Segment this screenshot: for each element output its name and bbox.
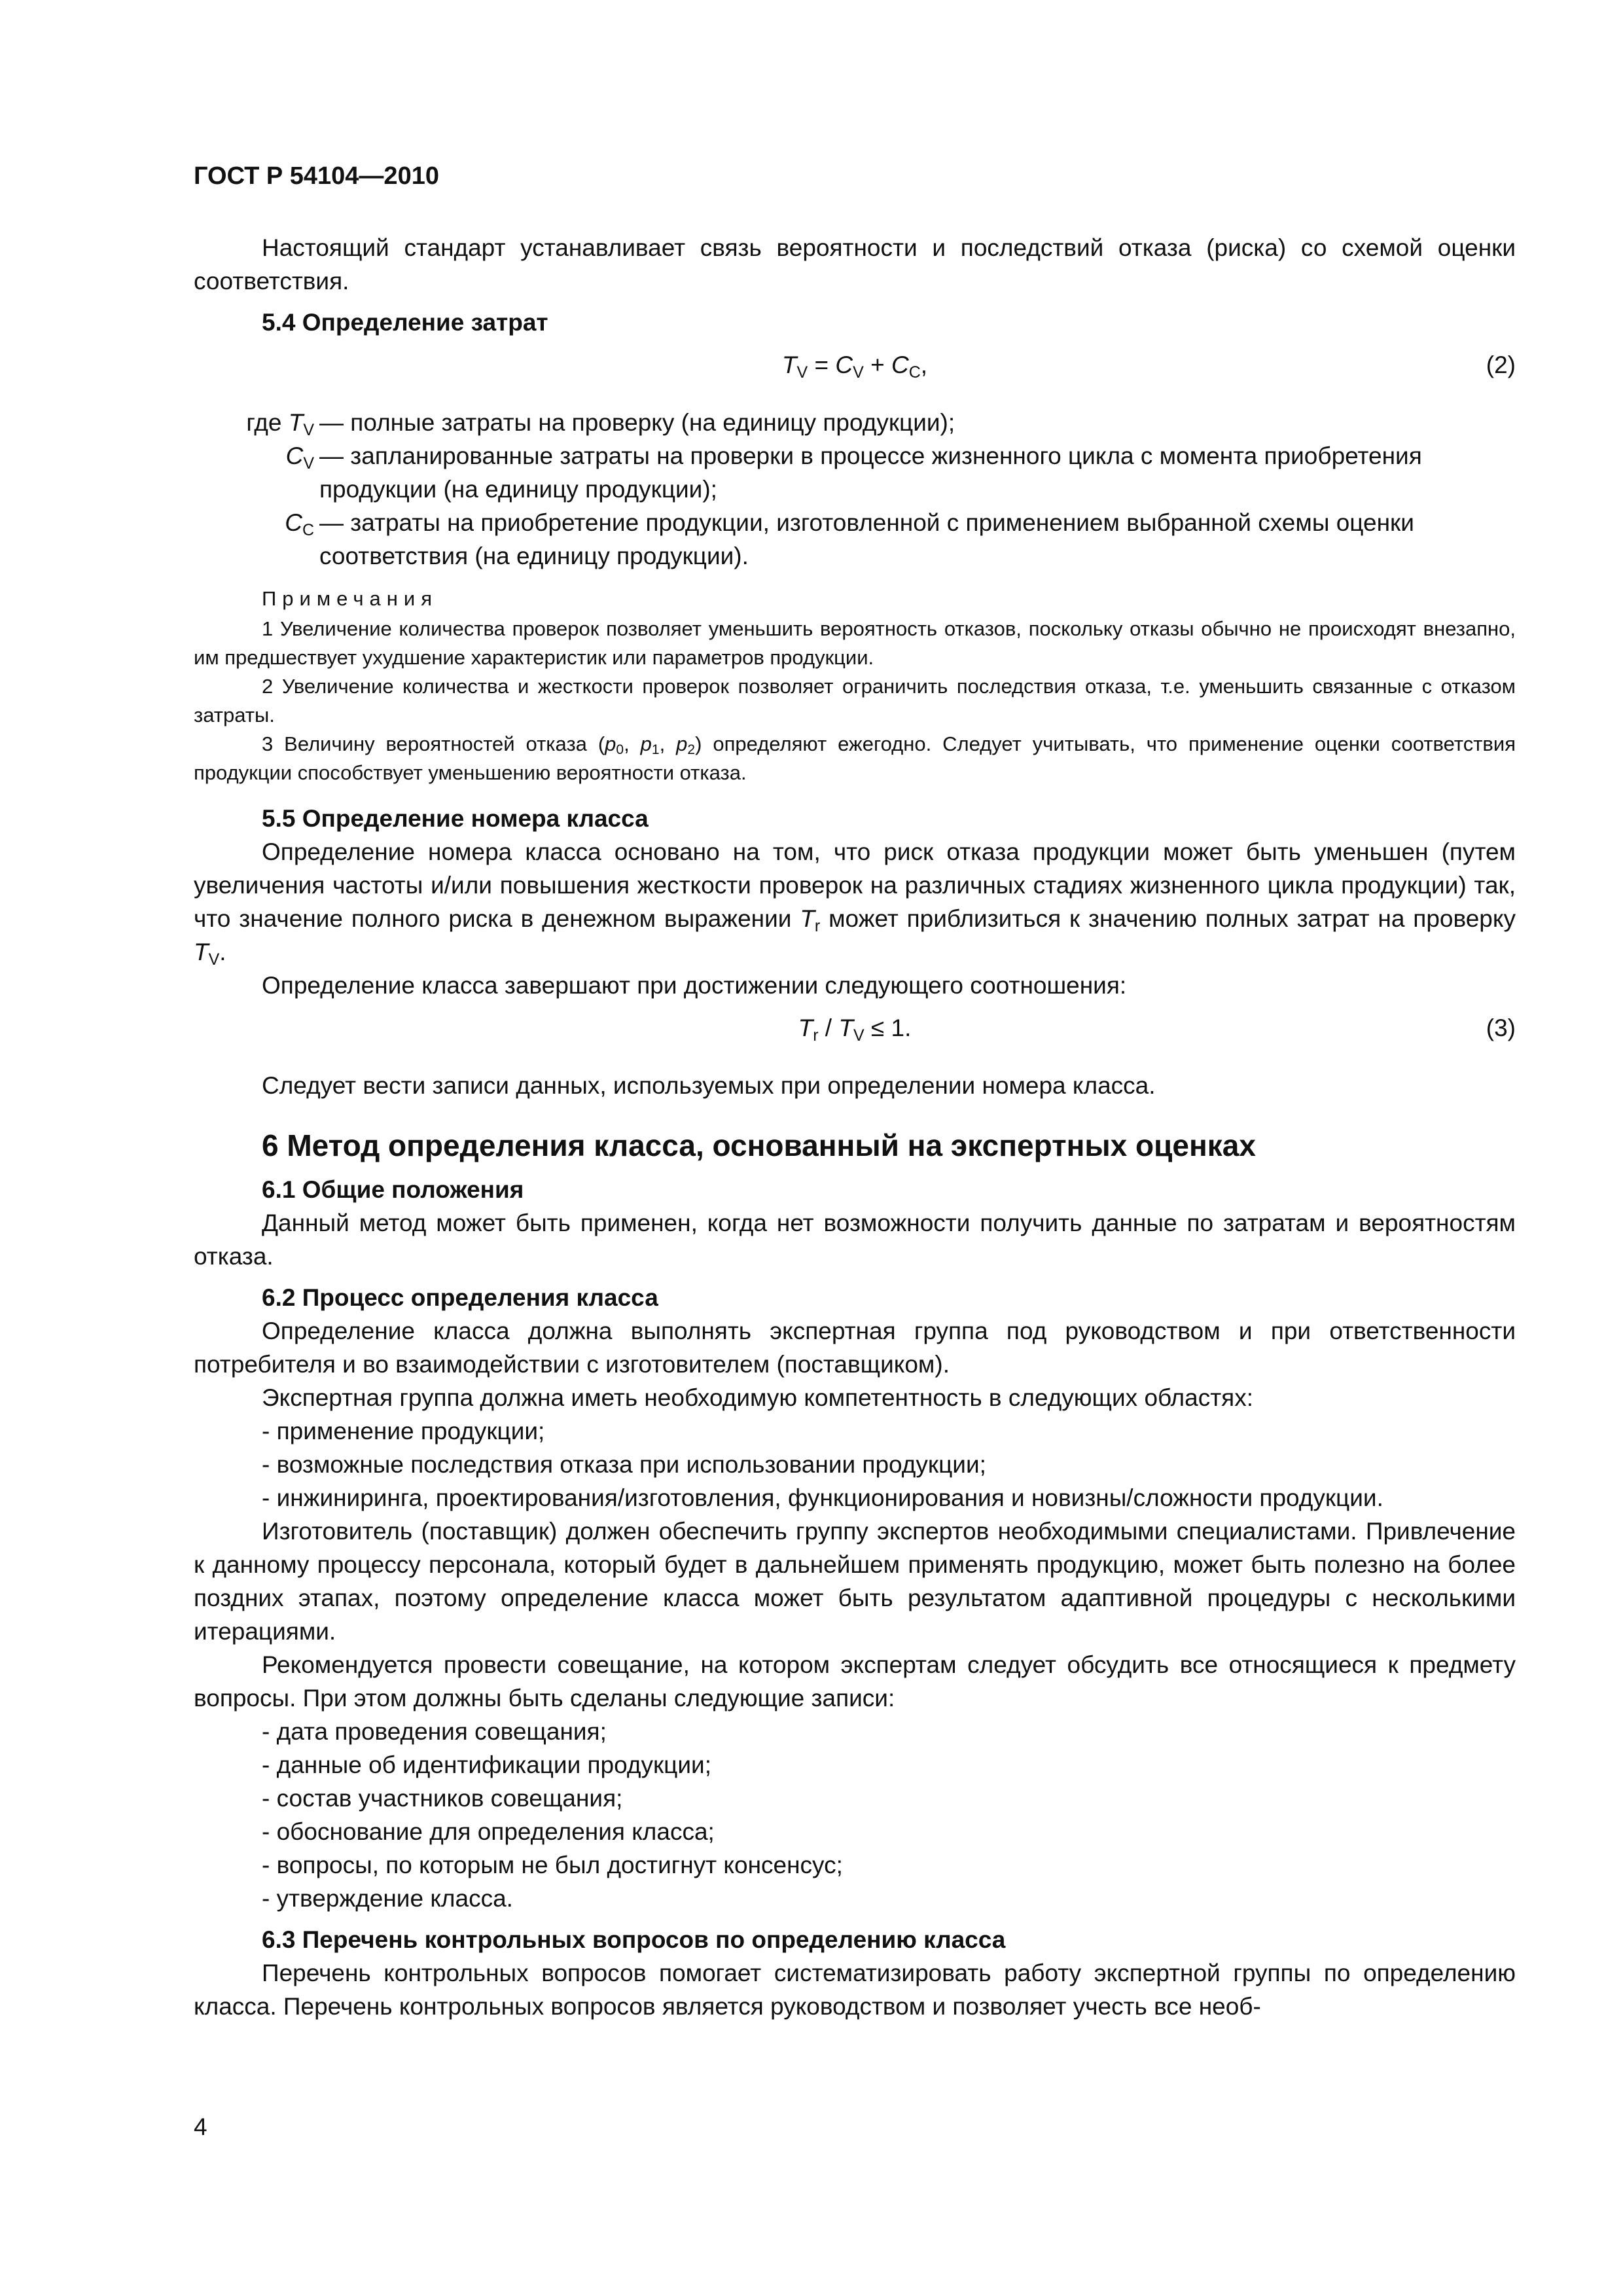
note-1: 1 Увеличение количества проверок позволяет уменьшить вероятность отказов, поскольку отказы обычно не происходят внезапно, им предшествует ухудшение характеристик или параметров продукции. <box>194 617 1516 669</box>
notes-heading: Примечания <box>262 587 438 610</box>
list-item: - обоснование для определения класса; <box>262 1818 715 1845</box>
definitions-list <box>194 406 1516 573</box>
section-6-2-paragraph-1: Определение класса должна выполнять экспертная группа под руководством и при ответственности потребителя и во взаимодействии с изготовителем (поставщиком). <box>194 1318 1516 1378</box>
formula-2 <box>194 348 1516 386</box>
records-list <box>194 1715 1516 1915</box>
list-item: - возможные последствия отказа при использовании продукции; <box>262 1451 986 1478</box>
formula-2-number: (2) <box>1486 351 1516 378</box>
formula-2-expression: $T_V = C_V + C_C$, <box>781 351 928 382</box>
list-item: - данные об идентификации продукции; <box>262 1751 711 1778</box>
section-5-4-title: 5.4 Определение затрат <box>262 309 548 336</box>
section-6-2-paragraph-4: Рекомендуется провести совещание, на котором экспертам следует обсудить все относящиеся к предмету вопросы. При этом должны быть сделаны следующие записи: <box>194 1651 1516 1712</box>
list-item: - состав участников совещания; <box>262 1785 623 1812</box>
section-6-title: 6 Метод определения класса, основанный на экспертных оценках <box>262 1128 1256 1162</box>
page-number: 4 <box>194 2113 207 2140</box>
definition-item: где $T_V$ — полные затраты на проверку (на единицу продукции); <box>246 409 955 439</box>
section-6-2-paragraph-3: Изготовитель (поставщик) должен обеспечить группу экспертов необходимыми специалистами. Привлечение к данному процессу персонала, который будет в дальнейшем применять продукцию, может быть полезно на более поздних этапах, поэтому определение класса может быть результатом адаптивной процедуры с несколькими итерациями. <box>194 1518 1516 1645</box>
section-6-3-title: 6.3 Перечень контрольных вопросов по определению класса <box>262 1926 1006 1953</box>
list-item: - дата проведения совещания; <box>262 1718 607 1745</box>
section-6-3-paragraph: Перечень контрольных вопросов помогает систематизировать работу экспертной группы по определению класса. Перечень контрольных вопросов является руководством и позволяет учесть все необ- <box>194 1960 1516 2020</box>
section-5-5-paragraph-2: Определение класса завершают при достижении следующего соотношения: <box>262 972 1127 999</box>
definition-item: $C_C$ — затраты на приобретение продукции, изготовленной с применением выбранной схемы оценки соответствия (на единицу продукции). <box>285 509 1414 569</box>
section-6-1-title: 6.1 Общие положения <box>262 1176 524 1203</box>
list-item: - инжиниринга, проектирования/изготовления, функционирования и новизны/сложности продукции. <box>262 1484 1383 1511</box>
list-item: - утверждение класса. <box>262 1885 513 1912</box>
page <box>194 160 1516 2023</box>
notes-block <box>194 584 1516 787</box>
section-5-5-paragraph-1: Определение номера класса основано на том, что риск отказа продукции может быть уменьшен (путем увеличения частоты и/или повышения жесткости проверок на различных стадиях жизненного цикла продукции) так, что значение полного риска в денежном выражении $T_r$ может приблизиться к значению полных затрат на проверку $T_V$. <box>194 838 1516 969</box>
competence-list <box>194 1414 1516 1515</box>
section-5-5-title: 5.5 Определение номера класса <box>262 805 649 832</box>
formula-3 <box>194 1011 1516 1049</box>
document-id: ГОСТ Р 54104—2010 <box>194 162 439 190</box>
list-item: - применение продукции; <box>262 1418 545 1444</box>
section-5-5-paragraph-3: Следует вести записи данных, используемых при определении номера класса. <box>262 1072 1156 1099</box>
formula-3-number: (3) <box>1486 1014 1516 1041</box>
note-2: 2 Увеличение количества и жесткости проверок позволяет ограничить последствия отказа, т.е. уменьшить связанные с отказом затраты. <box>194 675 1516 726</box>
section-6-1-paragraph: Данный метод может быть применен, когда нет возможности получить данные по затратам и вероятностям отказа. <box>194 1210 1516 1270</box>
definition-item: $C_V$ — запланированные затраты на проверки в процессе жизненного цикла с момента приобретения продукции (на единицу продукции); <box>285 442 1422 503</box>
section-6-2-paragraph-2: Экспертная группа должна иметь необходимую компетентность в следующих областях: <box>262 1384 1253 1411</box>
note-3: 3 Величину вероятностей отказа ($p_0$, $p_1$, $p_2$) определяют ежегодно. Следует учитывать, что применение оценки соответствия продукции способствует уменьшению вероятности отказа. <box>194 732 1516 784</box>
list-item: - вопросы, по которым не был достигнут консенсус; <box>262 1852 843 1878</box>
formula-3-expression: $T_r / T_V \le 1$. <box>798 1014 912 1045</box>
section-6-2-title: 6.2 Процесс определения класса <box>262 1284 658 1311</box>
intro-paragraph: Настоящий стандарт устанавливает связь вероятности и последствий отказа (риска) со схемой оценки соответствия. <box>194 234 1516 295</box>
